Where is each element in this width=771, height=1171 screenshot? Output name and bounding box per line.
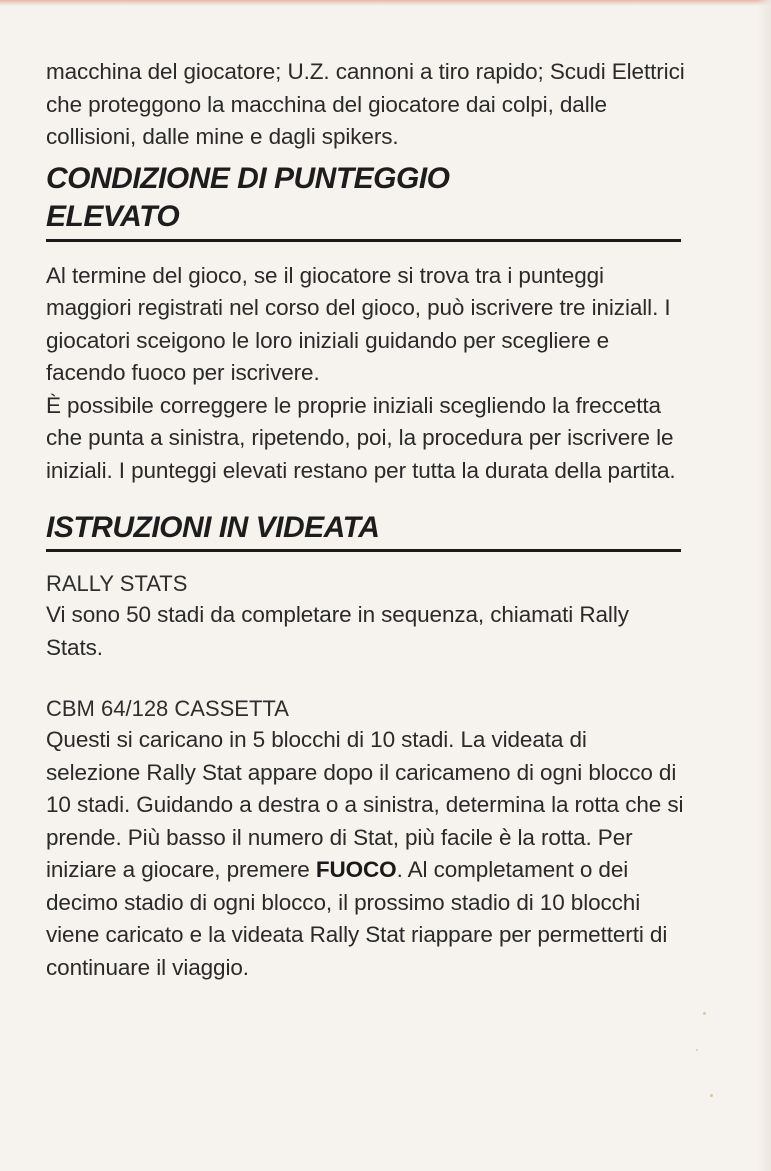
- cbm-text-after: . Al completament o dei decimo stadio di ogni blocco, il prossimo stadio di 10 blocchi viene caricato e la videata Rally Stat riappare per permetterti di continuare il viaggio.: [46, 857, 668, 980]
- page-right-shadow: [757, 0, 771, 1171]
- heading-high-score: [46, 160, 686, 236]
- paper-speck: [696, 1049, 698, 1051]
- fire-keyword: FUOCO: [315, 857, 397, 882]
- manual-page: [46, 56, 686, 984]
- heading-high-score-line1: CONDIZIONE DI PUNTEGGIO: [46, 161, 450, 195]
- paper-speck: [703, 1012, 706, 1015]
- high-score-paragraph-1: Al termine del gioco, se il giocatore si trova tra i punteggi maggiori registrati nel corso del gioco, può iscrivere tre iniziall. I giocatori sceigono le loro iniziali guidando per scegliere e facendo fuoco per iscrivere.: [46, 262, 671, 385]
- cbm-text-before: Questi si caricano in 5 blocchi di 10 stadi. La videata di selezione Rally Stat appare dopo il caricameno di ogni blocco di 10 stadi. Guidando a destra o a sinistra, determina la rotta che si prende. Più basso il numero di Stat, più facile è la rotta. Per iniziare a giocare, premere: [46, 727, 684, 882]
- heading-high-score-line2: ELEVATO: [46, 199, 180, 233]
- rally-stats-paragraph: Vi sono 50 stadi da completare in sequenza, chiamati Rally Stats.: [46, 602, 629, 660]
- paper-speck: [710, 1094, 713, 1097]
- intro-paragraph: macchina del giocatore; U.Z. cannoni a tiro rapido; Scudi Elettrici che proteggono la macchina del giocatore dai colpi, dalle collisioni, dalle mine e dagli spikers.: [46, 59, 685, 149]
- page-top-edge: [0, 0, 771, 6]
- heading-screen-instructions: ISTRUZIONI IN VIDEATA: [46, 511, 380, 544]
- cbm-cassette-label: CBM 64/128 CASSETTA: [46, 696, 289, 721]
- high-score-paragraph-2: È possibile correggere le proprie iniziali scegliendo la freccetta che punta a sinistra, ripetendo, poi, la procedura per iscrivere le iniziali. I punteggi elevati restano per tutta la durata della partita.: [46, 392, 676, 483]
- cbm-cassette-paragraph: [46, 724, 686, 984]
- rally-stats-label: RALLY STATS: [46, 571, 188, 596]
